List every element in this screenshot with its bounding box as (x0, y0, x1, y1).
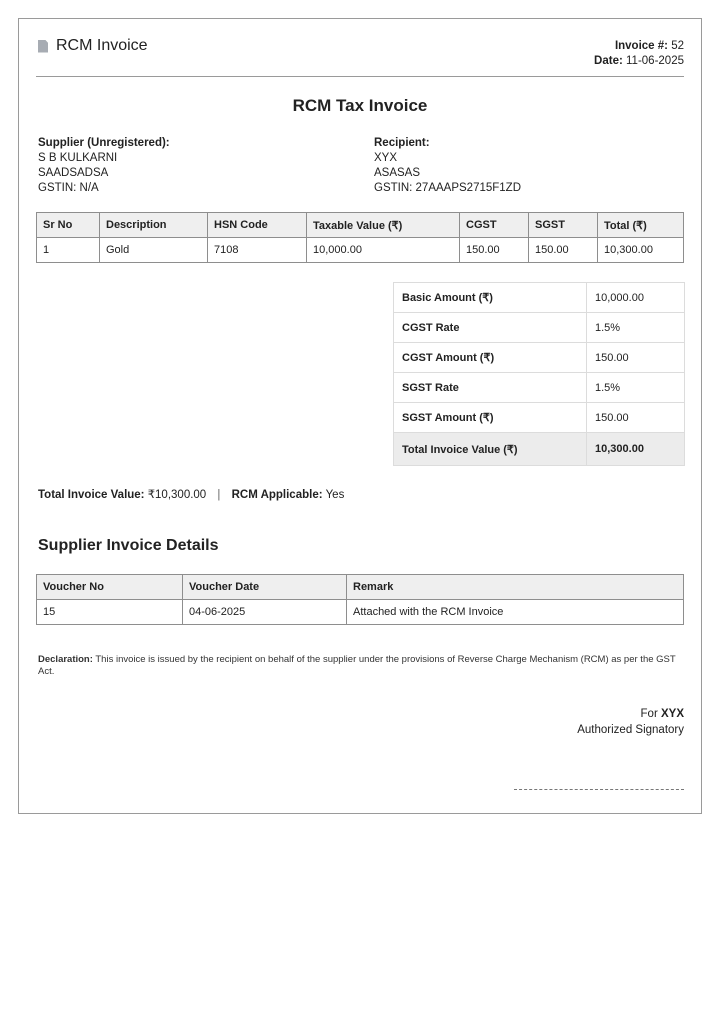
col-sr-no: Sr No (37, 213, 100, 238)
document-icon (38, 40, 48, 53)
recipient-gstin: GSTIN: 27AAAPS2715F1ZD (374, 182, 522, 194)
rcm-applicable-value: Yes (325, 489, 345, 501)
col-taxable-value: Taxable Value (₹) (307, 213, 460, 238)
invoice-number: 52 (671, 40, 684, 52)
total-invoice-label: Total Invoice Value: (38, 489, 145, 501)
summary-value: 150.00 (587, 403, 685, 433)
summary-total-row (394, 433, 685, 466)
table-row (37, 238, 684, 263)
col-voucher-no: Voucher No (37, 575, 183, 600)
signature-block (577, 706, 684, 738)
declaration (38, 654, 688, 678)
summary-row (394, 283, 685, 313)
summary-label: SGST Rate (394, 373, 587, 403)
cell-sgst: 150.00 (529, 238, 598, 263)
summary-value: 150.00 (587, 343, 685, 373)
document-title: RCM Tax Invoice (292, 96, 428, 115)
voucher-table (36, 574, 684, 625)
summary-total-label: Total Invoice Value (₹) (394, 433, 587, 466)
col-remark: Remark (347, 575, 684, 600)
cell-taxable-value: 10,000.00 (307, 238, 460, 263)
summary-label: Basic Amount (₹) (394, 283, 587, 313)
signatory-role: Authorized Signatory (577, 724, 684, 736)
for-label: For (640, 708, 658, 720)
cell-cgst: 150.00 (460, 238, 529, 263)
summary-value: 1.5% (587, 373, 685, 403)
summary-row (394, 313, 685, 343)
supplier-heading: Supplier (Unregistered): (38, 137, 170, 149)
col-voucher-date: Voucher Date (183, 575, 347, 600)
recipient-name: XYX (374, 152, 398, 164)
voucher-header-row (37, 575, 684, 600)
summary-row (394, 403, 685, 433)
invoice-date: 11-06-2025 (626, 55, 684, 67)
invoice-number-label: Invoice #: (614, 40, 668, 52)
summary-table (393, 282, 685, 466)
rcm-applicable-label: RCM Applicable: (231, 489, 323, 501)
cell-total: 10,300.00 (598, 238, 684, 263)
table-row (37, 600, 684, 625)
for-name: XYX (660, 708, 684, 720)
summary-label: CGST Amount (₹) (394, 343, 587, 373)
cell-hsn-code: 7108 (208, 238, 307, 263)
supplier-block (38, 136, 170, 196)
summary-value: 10,000.00 (587, 283, 685, 313)
cell-voucher-no: 15 (37, 600, 183, 625)
signature-line (514, 789, 684, 790)
cell-sr-no: 1 (37, 238, 100, 263)
brand (38, 37, 148, 55)
total-invoice-value: ₹10,300.00 (147, 489, 207, 501)
items-header-row (37, 213, 684, 238)
recipient-heading: Recipient: (374, 137, 430, 149)
col-cgst: CGST (460, 213, 529, 238)
col-total: Total (₹) (598, 213, 684, 238)
cell-voucher-date: 04-06-2025 (183, 600, 347, 625)
supplier-name: S B KULKARNI (38, 152, 118, 164)
declaration-text: This invoice is issued by the recipient on behalf of the supplier under the provisions of Reverse Charge Mechanism (RCM) as per the GST Act. (38, 654, 676, 677)
recipient-address: ASASAS (374, 167, 421, 179)
col-description: Description (100, 213, 208, 238)
totals-separator: | (217, 489, 221, 501)
cell-description: Gold (100, 238, 208, 263)
summary-row (394, 343, 685, 373)
supplier-invoice-details-title: Supplier Invoice Details (38, 537, 219, 554)
supplier-address: SAADSADSA (38, 167, 109, 179)
invoice-meta (594, 39, 684, 69)
date-label: Date: (594, 55, 623, 67)
declaration-label: Declaration: (38, 654, 93, 665)
summary-value: 1.5% (587, 313, 685, 343)
recipient-block (374, 136, 521, 196)
header-divider (36, 76, 684, 77)
summary-row (394, 373, 685, 403)
cell-remark: Attached with the RCM Invoice (347, 600, 684, 625)
supplier-gstin: GSTIN: N/A (38, 182, 99, 194)
col-hsn-code: HSN Code (208, 213, 307, 238)
brand-title: RCM Invoice (56, 37, 148, 54)
summary-label: SGST Amount (₹) (394, 403, 587, 433)
summary-total-value: 10,300.00 (587, 433, 685, 466)
totals-line (38, 487, 344, 501)
summary-label: CGST Rate (394, 313, 587, 343)
col-sgst: SGST (529, 213, 598, 238)
invoice-page (18, 18, 702, 814)
items-table (36, 212, 684, 263)
